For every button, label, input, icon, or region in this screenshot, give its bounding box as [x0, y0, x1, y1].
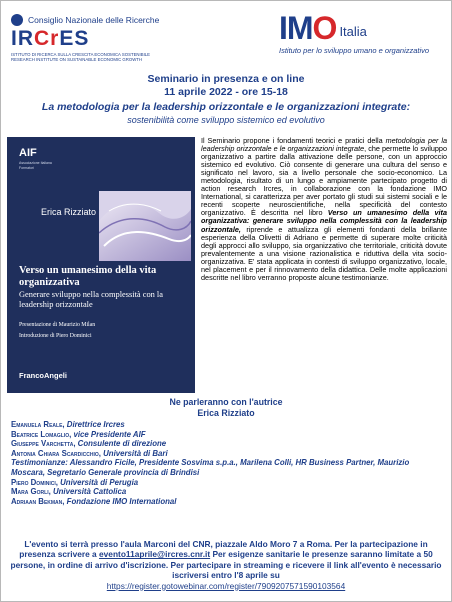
seminar-title: La metodologia per la leadership orizzontale e le organizzazioni integrate: [41, 101, 411, 113]
book-introduction: Introduzione di Piero Dominici [19, 333, 92, 339]
description-book-title: Verso un umanesimo della vita organizzativa: generare sviluppo nella complessità con la leadership orizzontale, [201, 208, 447, 234]
testimonials-label: Testimonianze: [11, 458, 68, 468]
seminar-description [201, 137, 447, 393]
description-text: riprende e attualizza gli elementi fondanti della brillante esperienza della Olivetti di Adriano e permette di superare molte criticità degli approcci allo sviluppo, sia organizzativo che territoriale, criticità dovute prevalentemente a una visione razionalistica e riduttiva della vita socio-organizzativa. E' stata applicata in contesti di sviluppo organizzativo, locale, nel placement e per il rinnovamento della didattica. Delle molte applicazioni descritte nel libro verranno proposte alcune testimonianze. [201, 224, 447, 282]
event-info [9, 539, 443, 591]
speaker-item [11, 420, 445, 430]
speaker-name: Giuseppe Varchetta, [11, 439, 76, 449]
speaker-item [11, 449, 445, 459]
imo-italia: Italia [339, 24, 367, 39]
imo-letter: M [286, 10, 313, 46]
ircres-subtitle [11, 52, 211, 62]
speaker-role: Fondazione IMO International [64, 496, 177, 506]
speaker-item [11, 439, 445, 449]
speakers-heading-author: Erica Rizziato [197, 407, 255, 418]
speaker-item [11, 430, 445, 440]
imo-wordmark [279, 10, 337, 46]
description-italic: metodologia per la leadership orizzontale e le organizzazioni integrate [201, 136, 447, 154]
speaker-role: Università di Bari [100, 448, 168, 458]
speaker-role: Direttrice Ircres [64, 420, 125, 429]
ircres-wordmark-part: ES [59, 27, 90, 50]
imo-logo [279, 10, 441, 65]
seminar-date: 11 aprile 2022 - ore 15-18 [164, 86, 288, 98]
cnr-emblem-icon [11, 14, 23, 26]
aif-logo-subtitle: Associazione Italiana Formatori [19, 161, 52, 170]
speaker-role: Università Cattolica [50, 487, 127, 497]
ircres-subtitle-line: ISTITUTO DI RICERCA SULLA CRESCITA ECONOMICA SOSTENIBILE [11, 52, 151, 57]
seminar-type: Seminario in presenza e on line [147, 73, 305, 85]
ircres-wordmark [11, 29, 211, 49]
seminar-subtitle: sostenibilità come sviluppo sistemico ed evolutivo [127, 115, 325, 125]
event-info-text: L'evento si terrà presso l'aula Marconi del CNR, piazzale Aldo Moro 7 a Roma. Per la partecipazione in presenza scrivere a [19, 539, 428, 560]
aif-logo: AIF [19, 147, 37, 159]
seminar-titles [9, 73, 443, 126]
speaker-name: Adriaan Bekman, [11, 496, 65, 506]
speaker-name: Beatrice Lomaglio, [11, 429, 72, 439]
speaker-item [11, 487, 445, 497]
imo-letter: O [312, 10, 337, 46]
speaker-role: Università di Perugia [57, 477, 139, 487]
publisher-logo: FrancoAngeli [19, 371, 67, 380]
description-text: Il Seminario propone i fondamenti teorici e pratici della [201, 136, 386, 145]
ircres-subtitle-line: RESEARCH INSTITUTE ON SUSTAINABLE ECONOMIC GROWTH [11, 57, 142, 63]
speaker-name: Mara Gorli, [11, 487, 51, 497]
event-info-text: Per esigenze sanitarie le presenze saranno limitate a 50 persone, in ordine di arrivo d'iscrizione. Per partecipare in streaming e ricevere il link all'evento è necessario iscriversi entro l'8 aprile su [10, 549, 442, 581]
description-text: , che permette lo sviluppo organizzativo a partire dalla attivazione delle persone, con un approccio sistemico ed evolutivo. Ciò consente di generare una cultura del senso e significato nel lavoro, sia a livello personale che socio-economico. La metodologia, risultato di un lungo e ampiamente partecipato progetto di action research Ircres, in collaborazione con la fondazione IMO International, si caratterizza per aver portato gli studi sui sistemi sociali e le recenti scoperte neuroscientifiche, nella specificità del contesto organizzativo. È descritta nel libro [201, 144, 447, 218]
speakers-heading [11, 397, 441, 418]
speaker-role: vice Presidente AIF [71, 429, 146, 439]
book-title: Verso un umanesimo della vita organizzativa [19, 265, 157, 288]
ircres-wordmark-part: r [50, 27, 60, 50]
imo-letter: I [279, 10, 287, 46]
speaker-name: Piero Dominici, [11, 477, 58, 487]
speakers-list [11, 420, 445, 506]
speaker-item [11, 497, 445, 507]
speaker-item [11, 478, 445, 488]
ircres-logo [11, 13, 211, 65]
speaker-role: Consulente di direzione [75, 439, 167, 449]
registration-email-link[interactable]: evento11aprile@ircres.cnr.it [99, 549, 211, 560]
book-presentation: Presentazione di Maurizio Milan [19, 322, 96, 328]
webinar-registration-link[interactable]: https://register.gotowebinar.com/register/7909207571590103564 [106, 580, 346, 591]
testimonials-text: Alessandro Ficile, Presidente Sosvima s.p.a., Marilena Colli, HR Business Partner, Maurizio Moscara, Segretario Generale provincia di Brindisi [11, 458, 410, 477]
cover-swirl-artwork [99, 191, 191, 261]
book-cover [7, 137, 195, 393]
header [11, 10, 441, 65]
speaker-name: Antonia Chiara Scardicchio, [11, 448, 101, 458]
imo-tagline: Istituto per lo sviluppo umano e organizzativo [279, 46, 430, 55]
ircres-wordmark-part: IR [11, 27, 34, 50]
speaker-name: Emanuela Reale, [11, 420, 65, 429]
cnr-name: Consiglio Nazionale delle Ricerche [28, 15, 160, 25]
book-subtitle: Generare sviluppo nella complessità con la leadership orizzontale [19, 290, 163, 309]
testimonials-item [11, 458, 445, 477]
speakers-heading-line: Ne parleranno con l'autrice [169, 397, 283, 407]
ircres-wordmark-part: C [34, 27, 51, 50]
book-author: Erica Rizziato [41, 207, 97, 217]
